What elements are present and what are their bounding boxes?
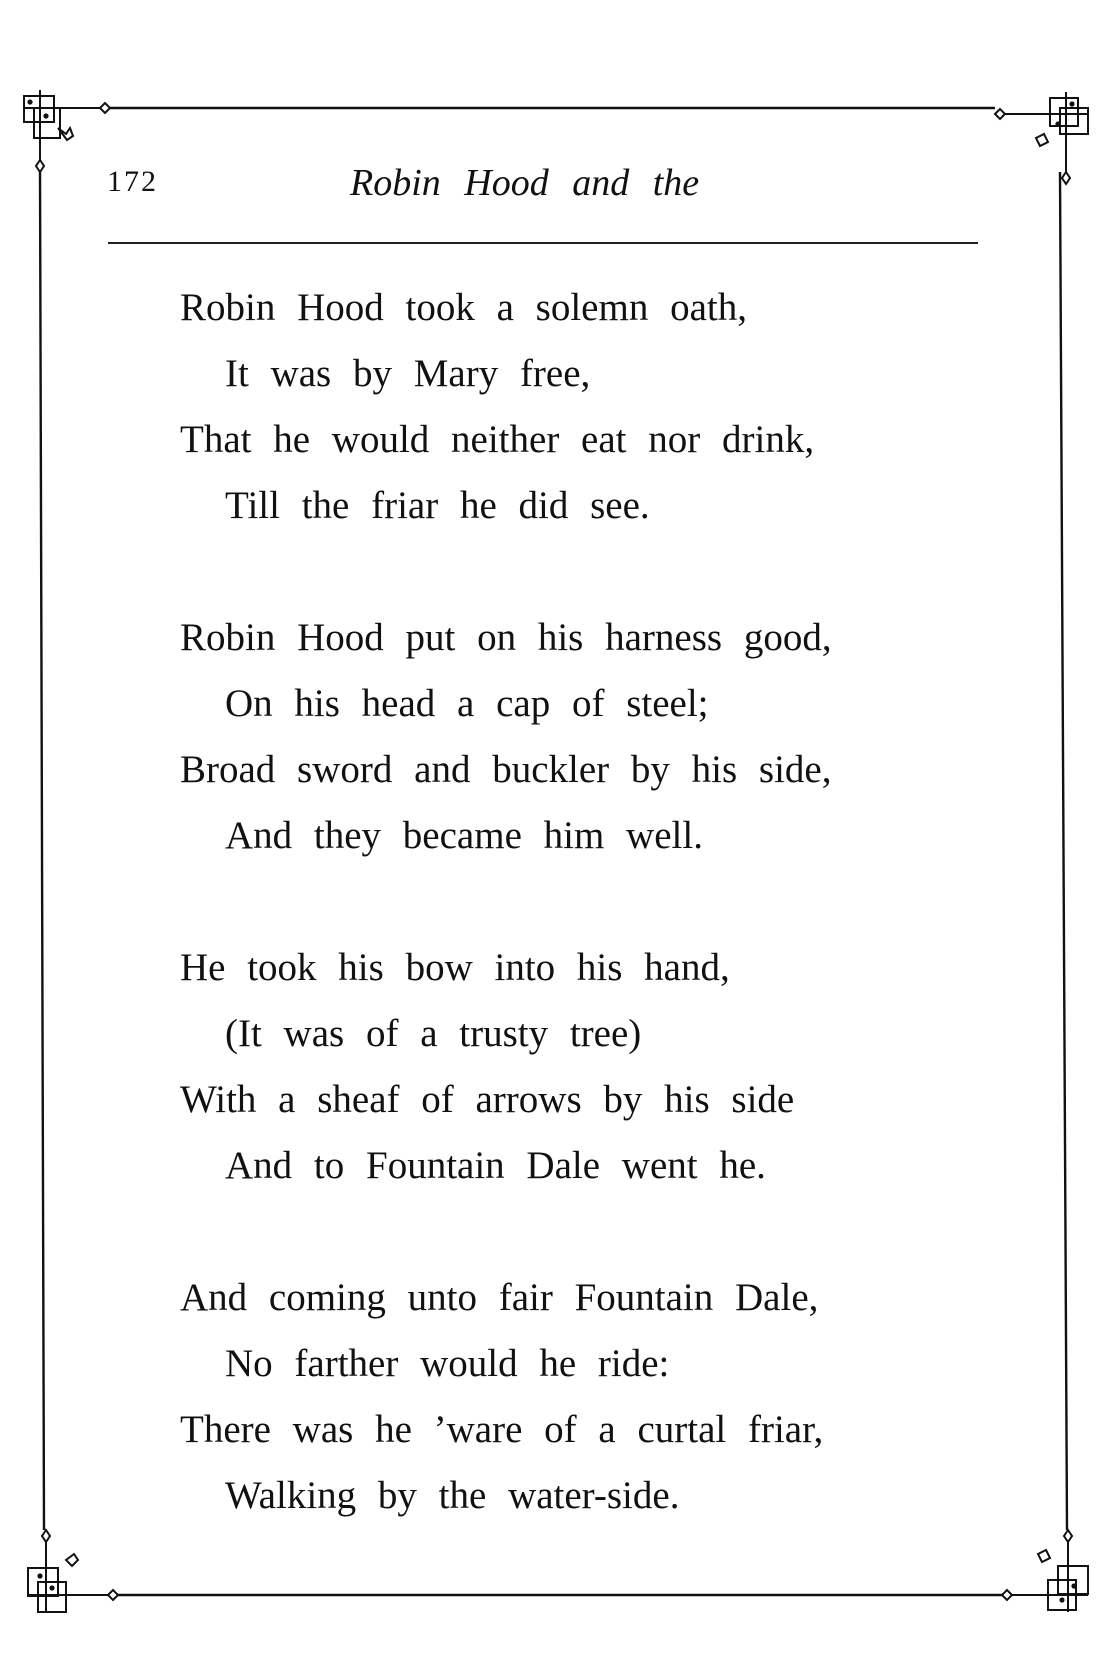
verse-line: That he would neither eat nor drink, <box>180 418 815 461</box>
stanza <box>180 275 960 539</box>
verse-line: There was he ’ware of a curtal friar, <box>180 1408 824 1451</box>
corner-ornament-bottom-right <box>1002 1530 1088 1612</box>
verse-line: (It was of a trusty tree) <box>225 1012 642 1055</box>
verse-line: It was by Mary free, <box>225 352 591 395</box>
running-title: Robin Hood and the <box>350 162 700 204</box>
verse-line: And they became him well. <box>225 814 703 857</box>
page-header <box>105 145 1018 204</box>
verse-line: Till the friar he did see. <box>225 484 650 527</box>
header-rule <box>108 242 978 244</box>
verse-line: With a sheaf of arrows by his side <box>180 1078 795 1121</box>
corner-ornament-top-left <box>24 90 110 172</box>
verse-line: On his head a cap of steel; <box>225 682 709 725</box>
corner-ornament-bottom-left <box>28 1530 118 1612</box>
stanza <box>180 605 960 869</box>
stanza <box>180 935 960 1199</box>
stanza <box>180 1265 960 1529</box>
verse-line: He took his bow into his hand, <box>180 946 730 989</box>
poem-body <box>180 275 960 1595</box>
verse-line: No farther would he ride: <box>225 1342 670 1385</box>
page-number: 172 <box>107 165 158 198</box>
verse-line: Robin Hood put on his harness good, <box>180 616 832 659</box>
verse-line: Robin Hood took a solemn oath, <box>180 286 747 329</box>
verse-line: And to Fountain Dale went he. <box>225 1144 766 1187</box>
verse-line: Broad sword and buckler by his side, <box>180 748 832 791</box>
verse-line: Walking by the water-side. <box>225 1474 680 1517</box>
verse-line: And coming unto fair Fountain Dale, <box>180 1276 819 1319</box>
